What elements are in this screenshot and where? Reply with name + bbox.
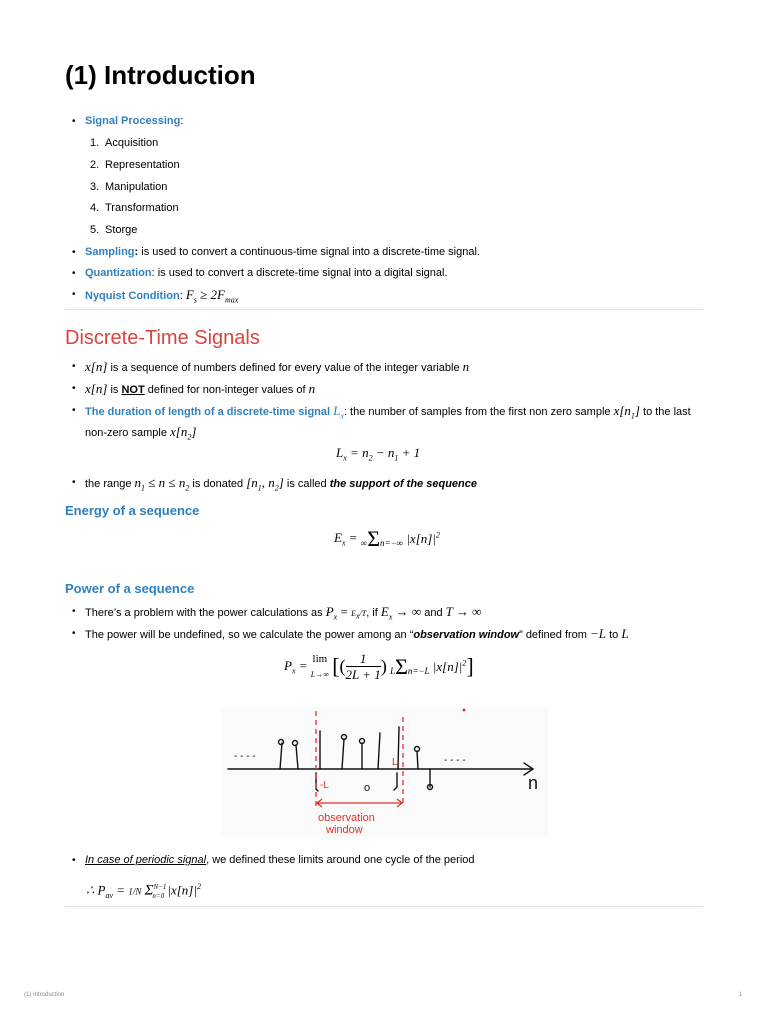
math-n: n bbox=[308, 381, 316, 396]
step-label: Acquisition bbox=[105, 137, 159, 149]
list-item-range bbox=[85, 475, 477, 496]
math-x-n1: $x[n_1]$ bbox=[613, 403, 640, 421]
item-text: the range bbox=[85, 478, 135, 490]
item-text: ” defined from bbox=[519, 629, 591, 641]
ordered-item-4: 4. Transformation bbox=[90, 202, 179, 214]
emphasis-support: the support of the sequence bbox=[329, 478, 477, 490]
item-text: There’s a problem with the power calculations as bbox=[85, 607, 326, 619]
item-text: is called bbox=[283, 478, 330, 490]
step-label: Representation bbox=[105, 159, 180, 171]
math-xn: x[n] bbox=[85, 381, 108, 396]
list-item-not-defined bbox=[85, 381, 315, 398]
fraction-denominator: 2L + 1 bbox=[345, 667, 381, 682]
math-range: $n_1 \le n \le n_2$ bbox=[134, 475, 190, 493]
item-text: non-zero sample bbox=[85, 426, 170, 439]
item-text: and bbox=[421, 607, 446, 619]
ordered-item-2: 2. Representation bbox=[90, 159, 180, 171]
subheading-energy: Energy of a sequence bbox=[65, 503, 200, 518]
math-xn: x[n] bbox=[85, 359, 108, 374]
math-minus-L: −L bbox=[590, 626, 607, 641]
lim-text: lim bbox=[312, 652, 328, 665]
power-equation: $P_x$ = lim L→∞ [( $\frac{1}{2L + 1}$ ) LΣn=−L $|x[n]|^2$] bbox=[284, 651, 474, 682]
list-item-observation bbox=[85, 626, 629, 643]
term-signal-processing: Signal Processing bbox=[85, 115, 181, 127]
list-item-duration bbox=[85, 403, 705, 444]
page-title: (1) Introduction bbox=[65, 60, 256, 90]
list-item-nyquist bbox=[85, 287, 238, 308]
dots-right: - - - - bbox=[444, 755, 466, 766]
observation-window-sketch bbox=[222, 707, 548, 837]
label-minus-L: -L bbox=[320, 780, 329, 791]
ordered-item-3: 3. Manipulation bbox=[90, 181, 168, 193]
term-duration: The duration of length of a discrete-time signal bbox=[85, 406, 331, 418]
item-text: is bbox=[107, 384, 122, 396]
term-nyquist: Nyquist Condition bbox=[85, 290, 180, 302]
math-power-ratio: $P_x = E_x/T$ bbox=[325, 604, 367, 622]
item-text: : the number of samples from the first non zero sample bbox=[343, 406, 614, 418]
item-text: , we defined these limits around one cycle of the period bbox=[206, 854, 475, 866]
list-item-signal-processing bbox=[85, 114, 183, 129]
item-text: is donated bbox=[189, 478, 247, 490]
divider bbox=[65, 906, 703, 907]
ordered-item-1: 1. Acquisition bbox=[90, 137, 159, 149]
term-quantization: Quantization bbox=[85, 267, 152, 279]
fraction bbox=[346, 651, 381, 682]
section-heading-discrete: Discrete-Time Signals bbox=[65, 327, 260, 349]
sum-symbol: LΣn=−L bbox=[390, 653, 430, 679]
label-window: window bbox=[326, 824, 363, 836]
math-T-infinite: T → ∞ bbox=[445, 604, 482, 619]
sum-lower: n=−∞ bbox=[380, 538, 404, 548]
step-label: Transformation bbox=[105, 202, 179, 214]
item-text: to the last bbox=[639, 406, 691, 418]
list-item-power-problem bbox=[85, 604, 481, 625]
item-text: The power will be undefined, so we calculate the power among an “ bbox=[85, 629, 414, 641]
list-item-sampling bbox=[85, 245, 480, 260]
label-observation: observation bbox=[318, 812, 375, 824]
emphasis-not: NOT bbox=[121, 384, 145, 396]
sum-symbol: ∞Σn=−∞ bbox=[360, 526, 404, 551]
limit bbox=[311, 652, 329, 682]
list-item-quantization bbox=[85, 266, 448, 281]
math-energy-infinite: $E_x$ → ∞ bbox=[380, 604, 422, 622]
emphasis-observation-window: observation window bbox=[413, 629, 520, 641]
sketch-background bbox=[222, 707, 548, 837]
math-Lx: $L_x$ bbox=[333, 403, 344, 421]
math-L: L bbox=[621, 626, 629, 641]
footer-title: (1) Introduction bbox=[24, 992, 65, 998]
step-label: Manipulation bbox=[105, 181, 168, 193]
math-interval: [$n_1$, $n_2$] bbox=[246, 475, 284, 493]
math-n: n bbox=[462, 359, 470, 374]
label-L: L bbox=[392, 757, 398, 768]
item-text: is a sequence of numbers defined for every value of the integer variable bbox=[107, 362, 463, 374]
lim-subscript: L→∞ bbox=[310, 669, 329, 679]
item-text: , if bbox=[366, 607, 381, 619]
sum-upper: ∞ bbox=[360, 538, 368, 548]
colon: : bbox=[134, 246, 139, 258]
label-n: n bbox=[528, 773, 539, 793]
ordered-item-5: 5. Storge bbox=[90, 224, 138, 236]
colon: : bbox=[180, 115, 184, 127]
definition-text: is used to convert a continuous-time signal into a discrete-time signal. bbox=[138, 246, 480, 258]
length-equation: $L_x = n_2 - n_1 + 1$ bbox=[336, 445, 421, 463]
sum-upper: L bbox=[390, 665, 396, 676]
page-number: 1 bbox=[739, 992, 743, 998]
label-zero: o bbox=[364, 782, 371, 794]
list-item-periodic bbox=[85, 853, 475, 868]
item-text: to bbox=[606, 629, 622, 641]
energy-equation: $E_x = \infty\Sigma n=-\infty$ $|x[n]|^2$ bbox=[334, 526, 440, 551]
nyquist-formula: $F_s \ge 2F_{max}$ bbox=[185, 287, 239, 305]
list-item-sequence bbox=[85, 359, 469, 376]
math-x-n2: $x[n_2]$ bbox=[170, 423, 197, 442]
term-sampling: Sampling bbox=[85, 246, 135, 258]
subheading-power: Power of a sequence bbox=[65, 581, 195, 596]
fraction-numerator: 1 bbox=[359, 651, 367, 666]
definition-text: : is used to convert a discrete-time signal into a digital signal. bbox=[151, 267, 448, 279]
sum-lower: n=−L bbox=[407, 665, 430, 676]
step-label: Storge bbox=[105, 224, 138, 236]
dots-left: - - - - bbox=[234, 751, 256, 762]
periodic-equation: ∴ $P_{av} = 1/N$ $\Sigma^{N-1}_{n=0}$ $|x[n]|^2$ bbox=[86, 882, 201, 900]
divider bbox=[65, 309, 703, 310]
item-text: defined for non-integer values of bbox=[144, 384, 309, 396]
emphasis-periodic: In case of periodic signal bbox=[85, 854, 207, 866]
colon: : bbox=[179, 290, 183, 302]
